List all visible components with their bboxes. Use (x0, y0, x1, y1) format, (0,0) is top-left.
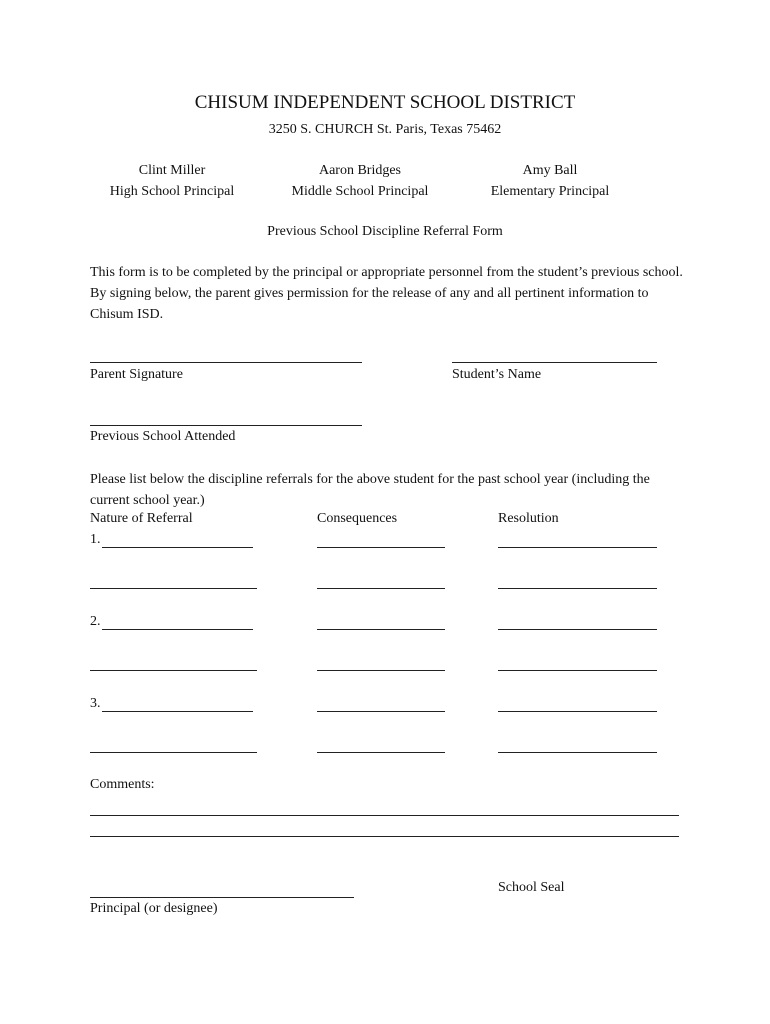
staff-name: Aaron Bridges (318, 163, 402, 178)
header-resolution: Resolution (498, 511, 559, 526)
referral-1-resolution-line-2[interactable] (498, 588, 657, 589)
referral-1-resolution-line[interactable] (498, 547, 657, 548)
referral-3-nature-line[interactable] (102, 711, 253, 712)
header-consequences: Consequences (317, 511, 398, 526)
referral-2-resolution-line[interactable] (498, 629, 657, 630)
staff-role: Middle School Principal (291, 184, 429, 199)
comments-line-1[interactable] (90, 815, 679, 816)
previous-school-label: Previous School Attended (90, 429, 236, 444)
referral-2-consequences-line[interactable] (317, 629, 445, 630)
referral-2-resolution-line-2[interactable] (498, 670, 657, 671)
principal-signature-line[interactable] (90, 897, 354, 898)
header-nature: Nature of Referral (90, 511, 193, 526)
comments-label: Comments: (90, 777, 155, 792)
previous-school-line[interactable] (90, 425, 362, 426)
student-name-label: Student’s Name (452, 367, 542, 382)
referral-1-consequences-line[interactable] (317, 547, 445, 548)
intro-paragraph: This form is to be completed by the principal or appropriate personnel from the student’s previous school. By signing below, the parent gives permission for the release of any and all pertinent information to Chisum ISD. (90, 265, 683, 322)
referral-2-consequences-line-2[interactable] (317, 670, 445, 671)
school-seal-label: School Seal (498, 880, 565, 895)
referral-1-nature-line[interactable] (102, 547, 253, 548)
staff-role: Elementary Principal (490, 184, 610, 199)
staff-high-school (92, 160, 252, 202)
parent-signature-line[interactable] (90, 362, 362, 363)
principal-label: Principal (or designee) (90, 901, 218, 916)
referral-instructions: Please list below the discipline referrals for the above student for the past school year (including the current school year.) (90, 472, 650, 508)
staff-role: High School Principal (109, 184, 235, 199)
referral-1-nature-line-2[interactable] (90, 588, 257, 589)
referral-number: 1. (90, 532, 101, 547)
referral-3-resolution-line-2[interactable] (498, 752, 657, 753)
referral-3-consequences-line-2[interactable] (317, 752, 445, 753)
referral-3-resolution-line[interactable] (498, 711, 657, 712)
referral-number: 3. (90, 696, 101, 711)
staff-middle-school (270, 160, 450, 202)
form-title: Previous School Discipline Referral Form (267, 224, 503, 239)
district-address: 3250 S. CHURCH St. Paris, Texas 75462 (268, 122, 502, 137)
parent-signature-label: Parent Signature (90, 367, 183, 382)
district-title: CHISUM INDEPENDENT SCHOOL DISTRICT (194, 92, 576, 113)
referral-2-nature-line-2[interactable] (90, 670, 257, 671)
comments-line-2[interactable] (90, 836, 679, 837)
staff-name: Amy Ball (522, 163, 578, 178)
referral-number: 2. (90, 614, 101, 629)
staff-name: Clint Miller (138, 163, 206, 178)
referral-3-consequences-line[interactable] (317, 711, 445, 712)
referral-2-nature-line[interactable] (102, 629, 253, 630)
referral-1-consequences-line-2[interactable] (317, 588, 445, 589)
student-name-line[interactable] (452, 362, 657, 363)
staff-elementary (470, 160, 630, 202)
referral-3-nature-line-2[interactable] (90, 752, 257, 753)
